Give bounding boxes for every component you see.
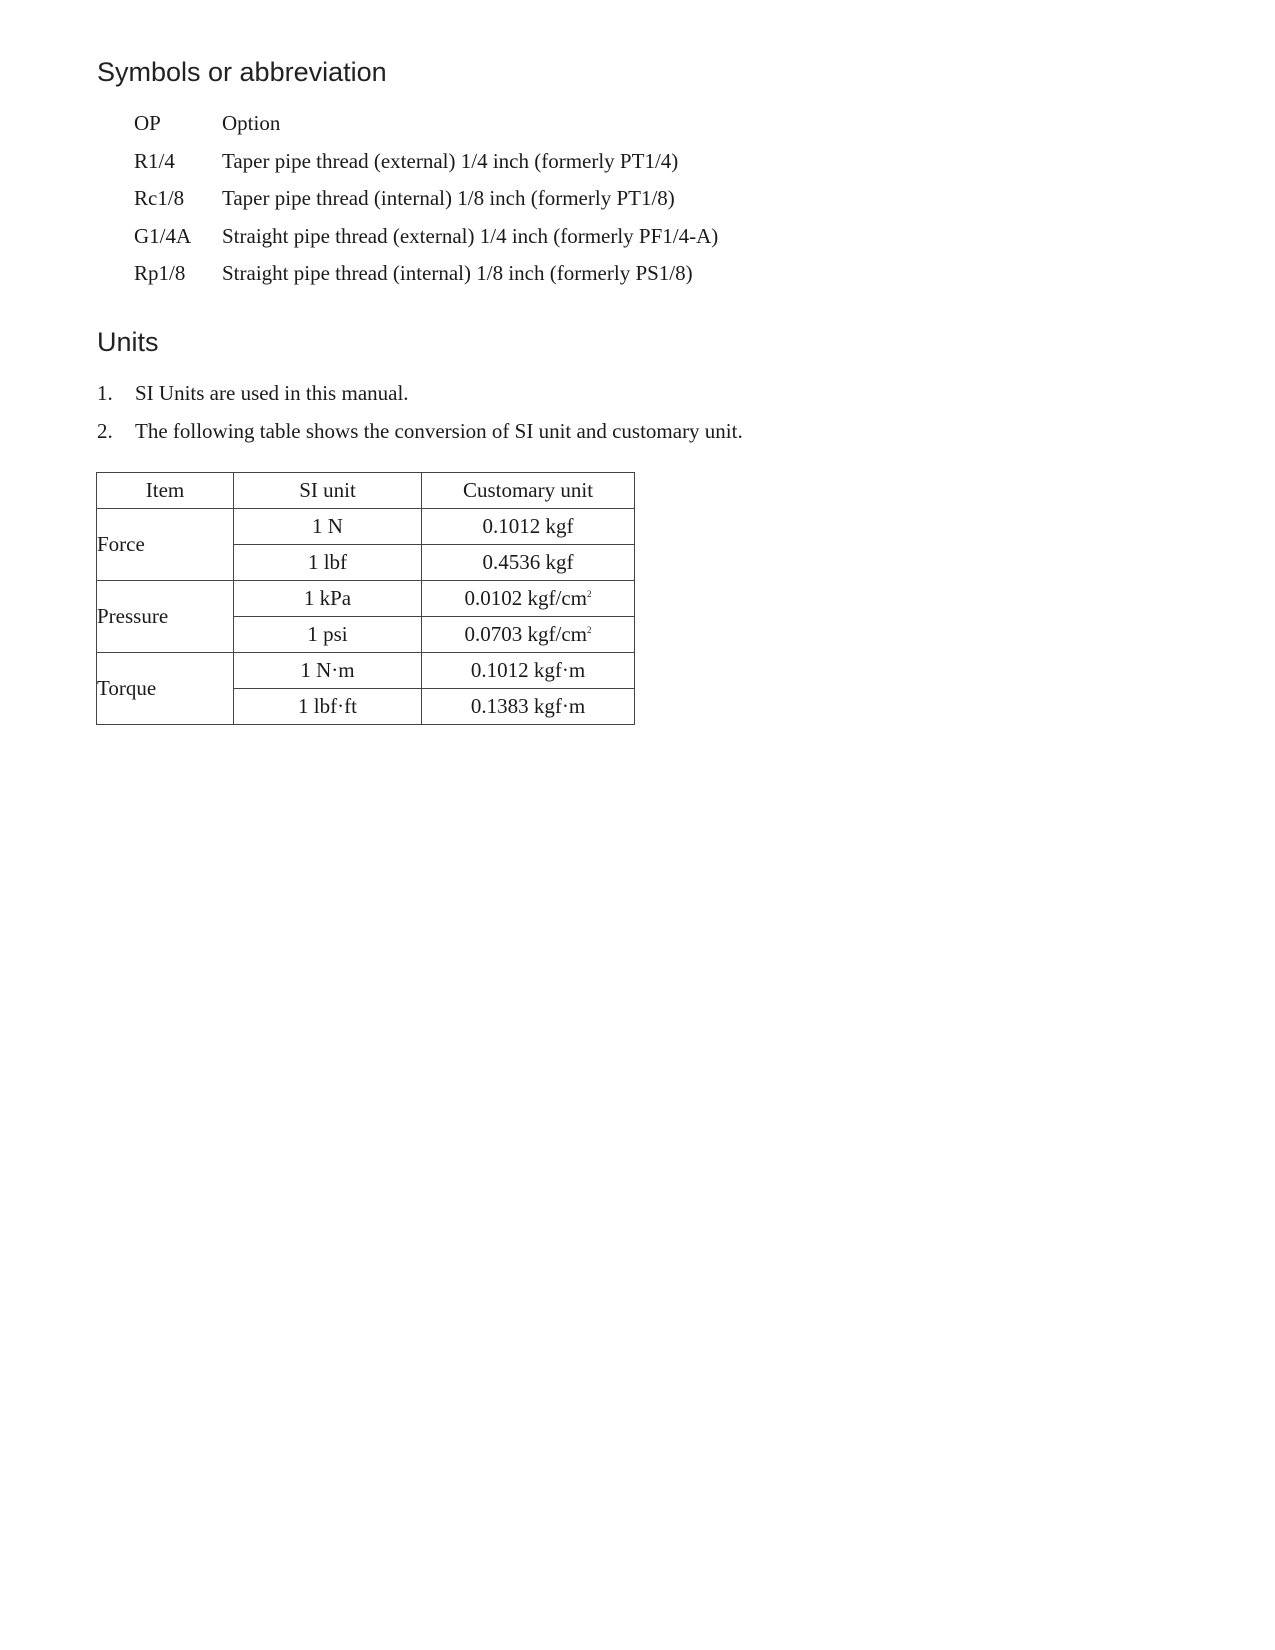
list-number: 2. <box>97 418 113 443</box>
list-text: SI Units are used in this manual. <box>135 381 409 405</box>
customary-unit-cell: 0.1383 kgf·m <box>422 689 635 725</box>
customary-unit-cell <box>422 581 635 617</box>
units-list-item <box>97 378 743 416</box>
symbol-row <box>134 221 718 259</box>
symbol-description: Taper pipe thread (internal) 1/8 inch (formerly PT1/8) <box>222 186 675 210</box>
symbol-code: R1/4 <box>134 148 175 173</box>
header-si-unit: SI unit <box>234 473 422 509</box>
symbols-list <box>134 108 718 296</box>
units-list <box>97 378 743 453</box>
customary-unit-cell: 0.1012 kgf <box>422 509 635 545</box>
si-unit-cell: 1 N <box>234 509 422 545</box>
list-number: 1. <box>97 381 113 405</box>
symbol-row <box>134 108 718 146</box>
si-unit-cell: 1 kPa <box>234 581 422 617</box>
table-row <box>97 581 635 617</box>
customary-value: 0.0102 kgf/cm <box>464 586 587 610</box>
header-customary-unit: Customary unit <box>422 473 635 509</box>
item-cell: Pressure <box>97 581 234 653</box>
superscript: 2 <box>586 625 592 635</box>
customary-unit-cell: 0.1012 kgf·m <box>422 653 635 689</box>
units-list-item <box>97 416 743 454</box>
unit-conversion-table <box>96 472 635 725</box>
header-item: Item <box>97 473 234 509</box>
symbol-row <box>134 183 718 221</box>
symbol-description: Option <box>222 111 281 135</box>
customary-value: 0.0703 kgf/cm <box>464 622 587 646</box>
units-heading: Units <box>97 327 159 357</box>
customary-unit-cell <box>422 617 635 653</box>
symbol-row <box>134 146 718 184</box>
table-row <box>97 509 635 545</box>
symbol-code: OP <box>134 111 161 135</box>
symbol-description: Straight pipe thread (external) 1/4 inch (formerly PF1/4-A) <box>222 223 719 248</box>
si-unit-cell: 1 psi <box>234 617 422 653</box>
symbol-description: Straight pipe thread (internal) 1/8 inch (formerly PS1/8) <box>222 261 693 285</box>
customary-unit-cell: 0.4536 kgf <box>422 545 635 581</box>
table-header-row <box>97 473 635 509</box>
table-row <box>97 653 635 689</box>
superscript: 2 <box>586 589 592 599</box>
item-cell: Torque <box>97 653 234 725</box>
symbol-code: Rc1/8 <box>134 186 185 210</box>
si-unit-cell: 1 lbf·ft <box>234 689 422 725</box>
si-unit-cell: 1 lbf <box>234 545 422 581</box>
symbol-description: Taper pipe thread (external) 1/4 inch (formerly PT1/4) <box>222 148 679 173</box>
item-cell: Force <box>97 509 234 581</box>
list-text: The following table shows the conversion of SI unit and customary unit. <box>135 418 743 443</box>
si-unit-cell: 1 N·m <box>234 653 422 689</box>
symbols-heading: Symbols or abbreviation <box>97 57 387 87</box>
symbol-code: G1/4A <box>134 223 192 248</box>
symbol-code: Rp1/8 <box>134 261 186 285</box>
symbol-row <box>134 258 718 296</box>
